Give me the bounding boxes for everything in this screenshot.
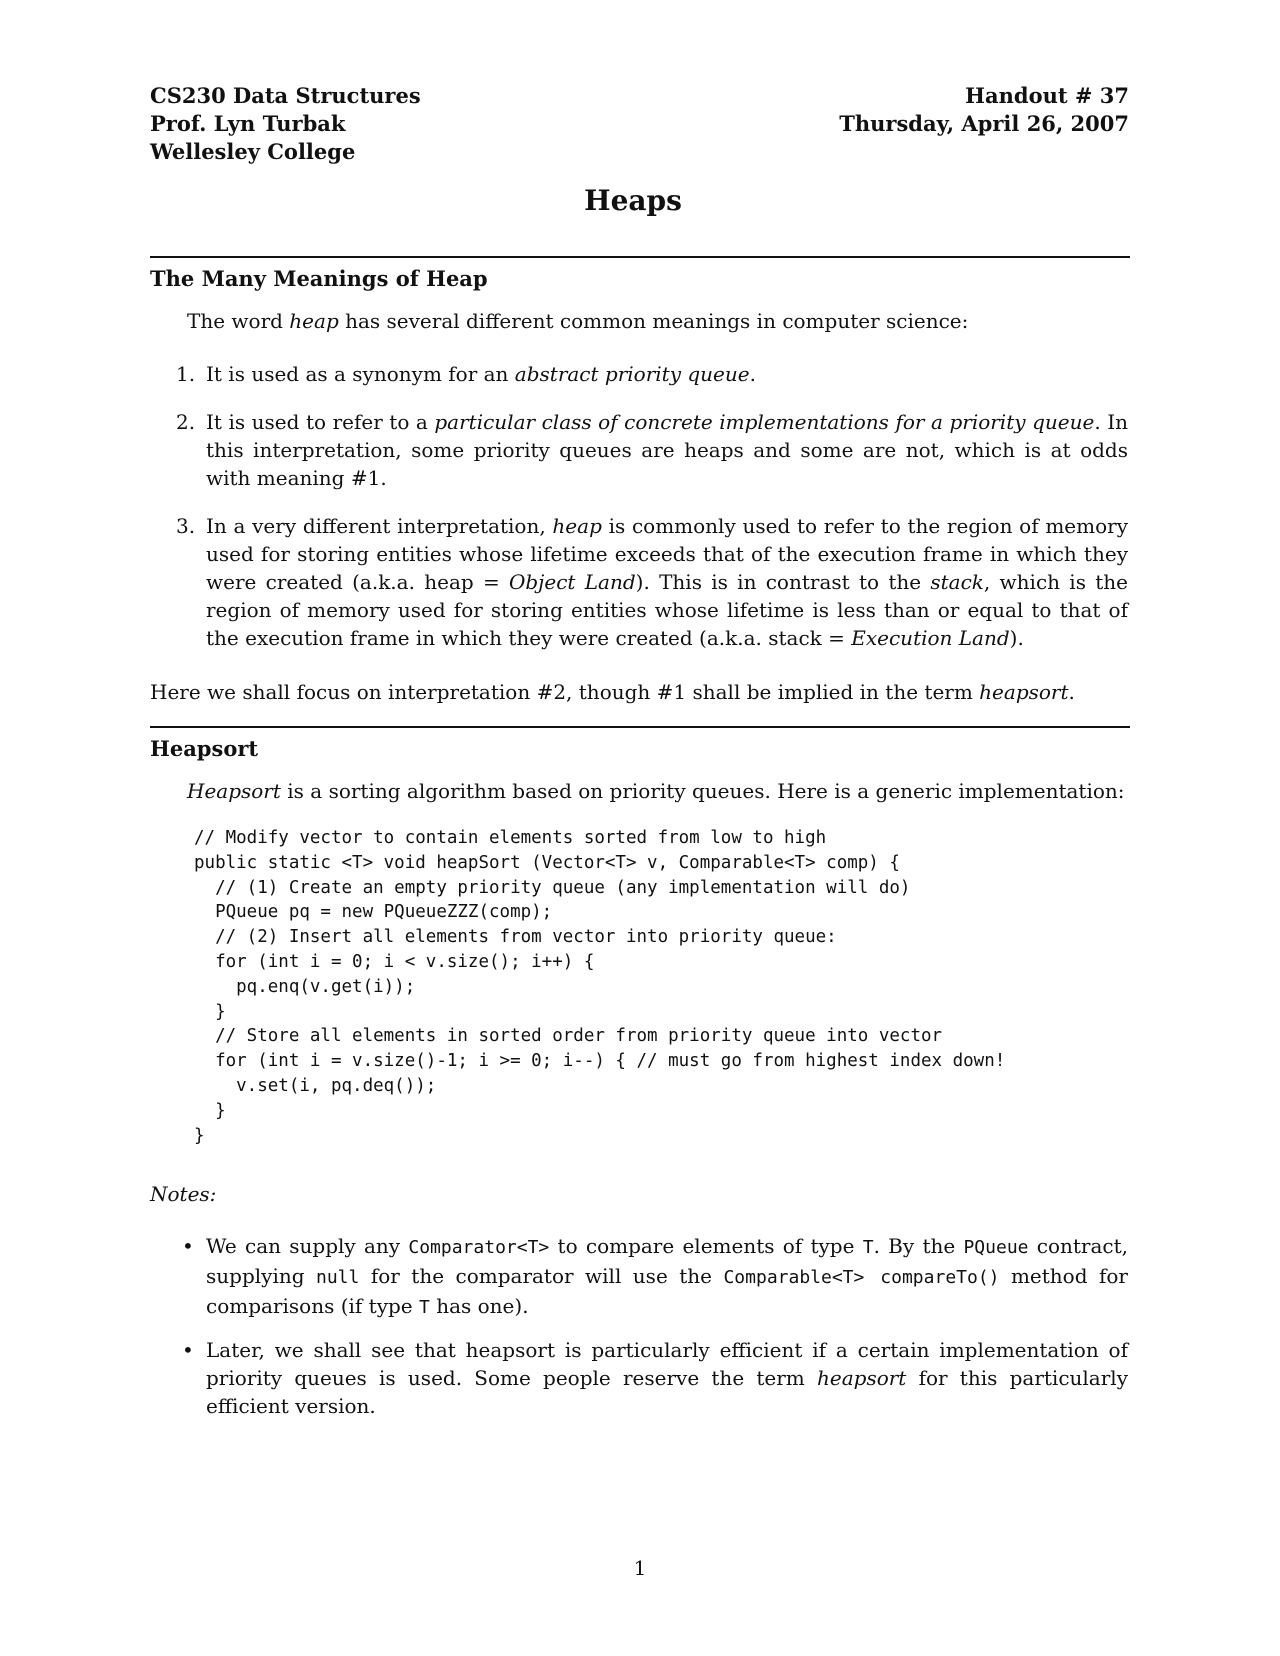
section-divider — [150, 726, 1130, 728]
handout-number: Handout # 37 — [965, 83, 1129, 108]
section-title-meanings: The Many Meanings of Heap — [150, 266, 488, 291]
list-item: • We can supply any Comparator<T> to compare elements of type T. By the PQueue contract, supplying null for the comparator will use the Comparable<T> compareTo() method for comparisons (if type T has one). — [182, 1234, 1129, 1318]
page-number: 1 — [633, 1556, 647, 1580]
header-left — [150, 82, 421, 166]
code-block: // Modify vector to contain elements sorted from low to high public static <T> void heapSort (Vector<T> v, Comparable<T> comp) { // (1) Create an empty priority queue (any implementation will do) PQueue pq = new PQueueZZZ(comp); // (2) Insert all elements from vector into priority queue: for (int i = 0; i < v.size(); i++) { pq.enq(v.get(i)); } // Store all elements in sorted order from priority queue into vector for (int i = v.size()-1; i >= 0; i--) { // must go from highest index down! v.set(i, pq.deq()); } } — [194, 828, 1006, 1146]
list-item: • Later, we shall see that heapsort is particularly efficient if a certain implementation of priority queues is used. Some people reserve the term heapsort for this particularly efficient version. — [182, 1338, 1128, 1418]
meanings-list — [150, 408, 1128, 492]
notes-list — [150, 1336, 1128, 1420]
college-name: Wellesley College — [150, 139, 356, 164]
heapsort-intro: Heapsort is a sorting algorithm based on priority queues. Here is a generic implementation: — [187, 779, 1125, 803]
page-title: Heaps — [584, 184, 682, 217]
intro-paragraph: The word heap has several different common meanings in computer science: — [187, 309, 969, 333]
course-name: CS230 Data Structures — [150, 83, 421, 108]
meanings-list — [150, 360, 1128, 388]
meanings-list — [150, 512, 1128, 652]
focus-paragraph: Here we shall focus on interpretation #2, though #1 shall be implied in the term heapsort. — [150, 680, 1075, 704]
notes-list — [150, 1232, 1128, 1322]
header-right — [839, 82, 1129, 138]
list-item: 1. It is used as a synonym for an abstract priority queue. — [176, 362, 756, 386]
list-item: 3. In a very different interpretation, heap is commonly used to refer to the region of memory used for storing entities whose lifetime exceeds that of the execution frame in which they were created (a.k.a. heap = Object Land). This is in contrast to the stack, which is the region of memory used for storing entities whose lifetime is less than or equal to that of the execution frame in which they were created (a.k.a. stack = Execution Land). — [176, 514, 1128, 650]
section-title-heapsort: Heapsort — [150, 736, 259, 761]
section-divider — [150, 256, 1130, 258]
handout-date: Thursday, April 26, 2007 — [839, 111, 1129, 136]
list-item: 2. It is used to refer to a particular class of concrete implementations for a priority queue. In this interpretation, some priority queues are heaps and some are not, which is at odds with meaning #1. — [176, 410, 1128, 490]
notes-label: Notes: — [150, 1182, 217, 1206]
professor-name: Prof. Lyn Turbak — [150, 111, 346, 136]
